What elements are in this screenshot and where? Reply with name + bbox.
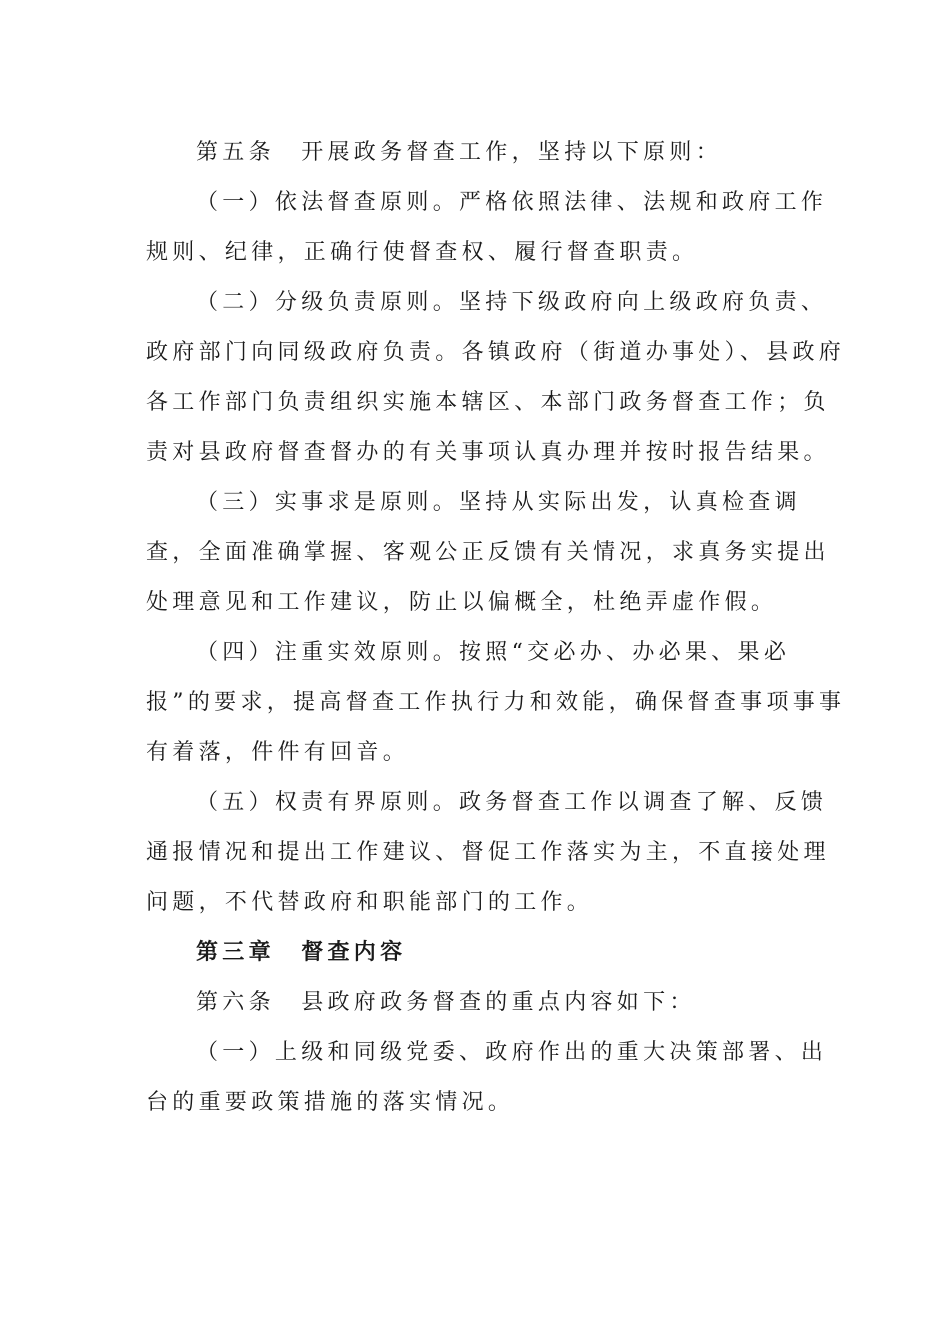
article-5-title: 第五条 开展政务督查工作，坚持以下原则： (196, 140, 723, 165)
principle-3-paragraph: （三）实事求是原则。坚持从实际出发，认真检查调查，全面准确掌握、客观公正反馈有关情况，求真务实提出处理意见和工作建议，防止以偏概全，杜绝弄虚作假。 (146, 490, 830, 615)
content-1-paragraph: （一）上级和同级党委、政府作出的重大决策部署、出台的重要政策措施的落实情况。 (146, 1040, 828, 1115)
principle-2-paragraph: （二）分级负责原则。坚持下级政府向上级政府负责、政府部门向同级政府负责。各镇政府（街道办事处）、县政府各工作部门负责组织实施本辖区、本部门政务督查工作；负责对县政府督查督办的有关事项认真办理并按时报告结果。 (146, 290, 846, 465)
principle-4-paragraph: （四）注重实效原则。按照“交必办、办必果、果必报”的要求，提高督查工作执行力和效能，确保督查事项事事有着落，件件有回音。 (146, 640, 846, 765)
principle-5-paragraph: （五）权责有界原则。政务督查工作以调查了解、反馈通报情况和提出工作建议、督促工作落实为主，不直接处理问题，不代替政府和职能部门的工作。 (146, 790, 830, 915)
article-6-title: 第六条 县政府政务督查的重点内容如下： (196, 990, 696, 1015)
principle-1-paragraph: （一）依法督查原则。严格依照法律、法规和政府工作规则、纪律，正确行使督查权、履行督查职责。 (146, 190, 828, 265)
document-body (146, 128, 846, 1128)
chapter-3-heading: 第三章 督查内容 (196, 940, 407, 965)
